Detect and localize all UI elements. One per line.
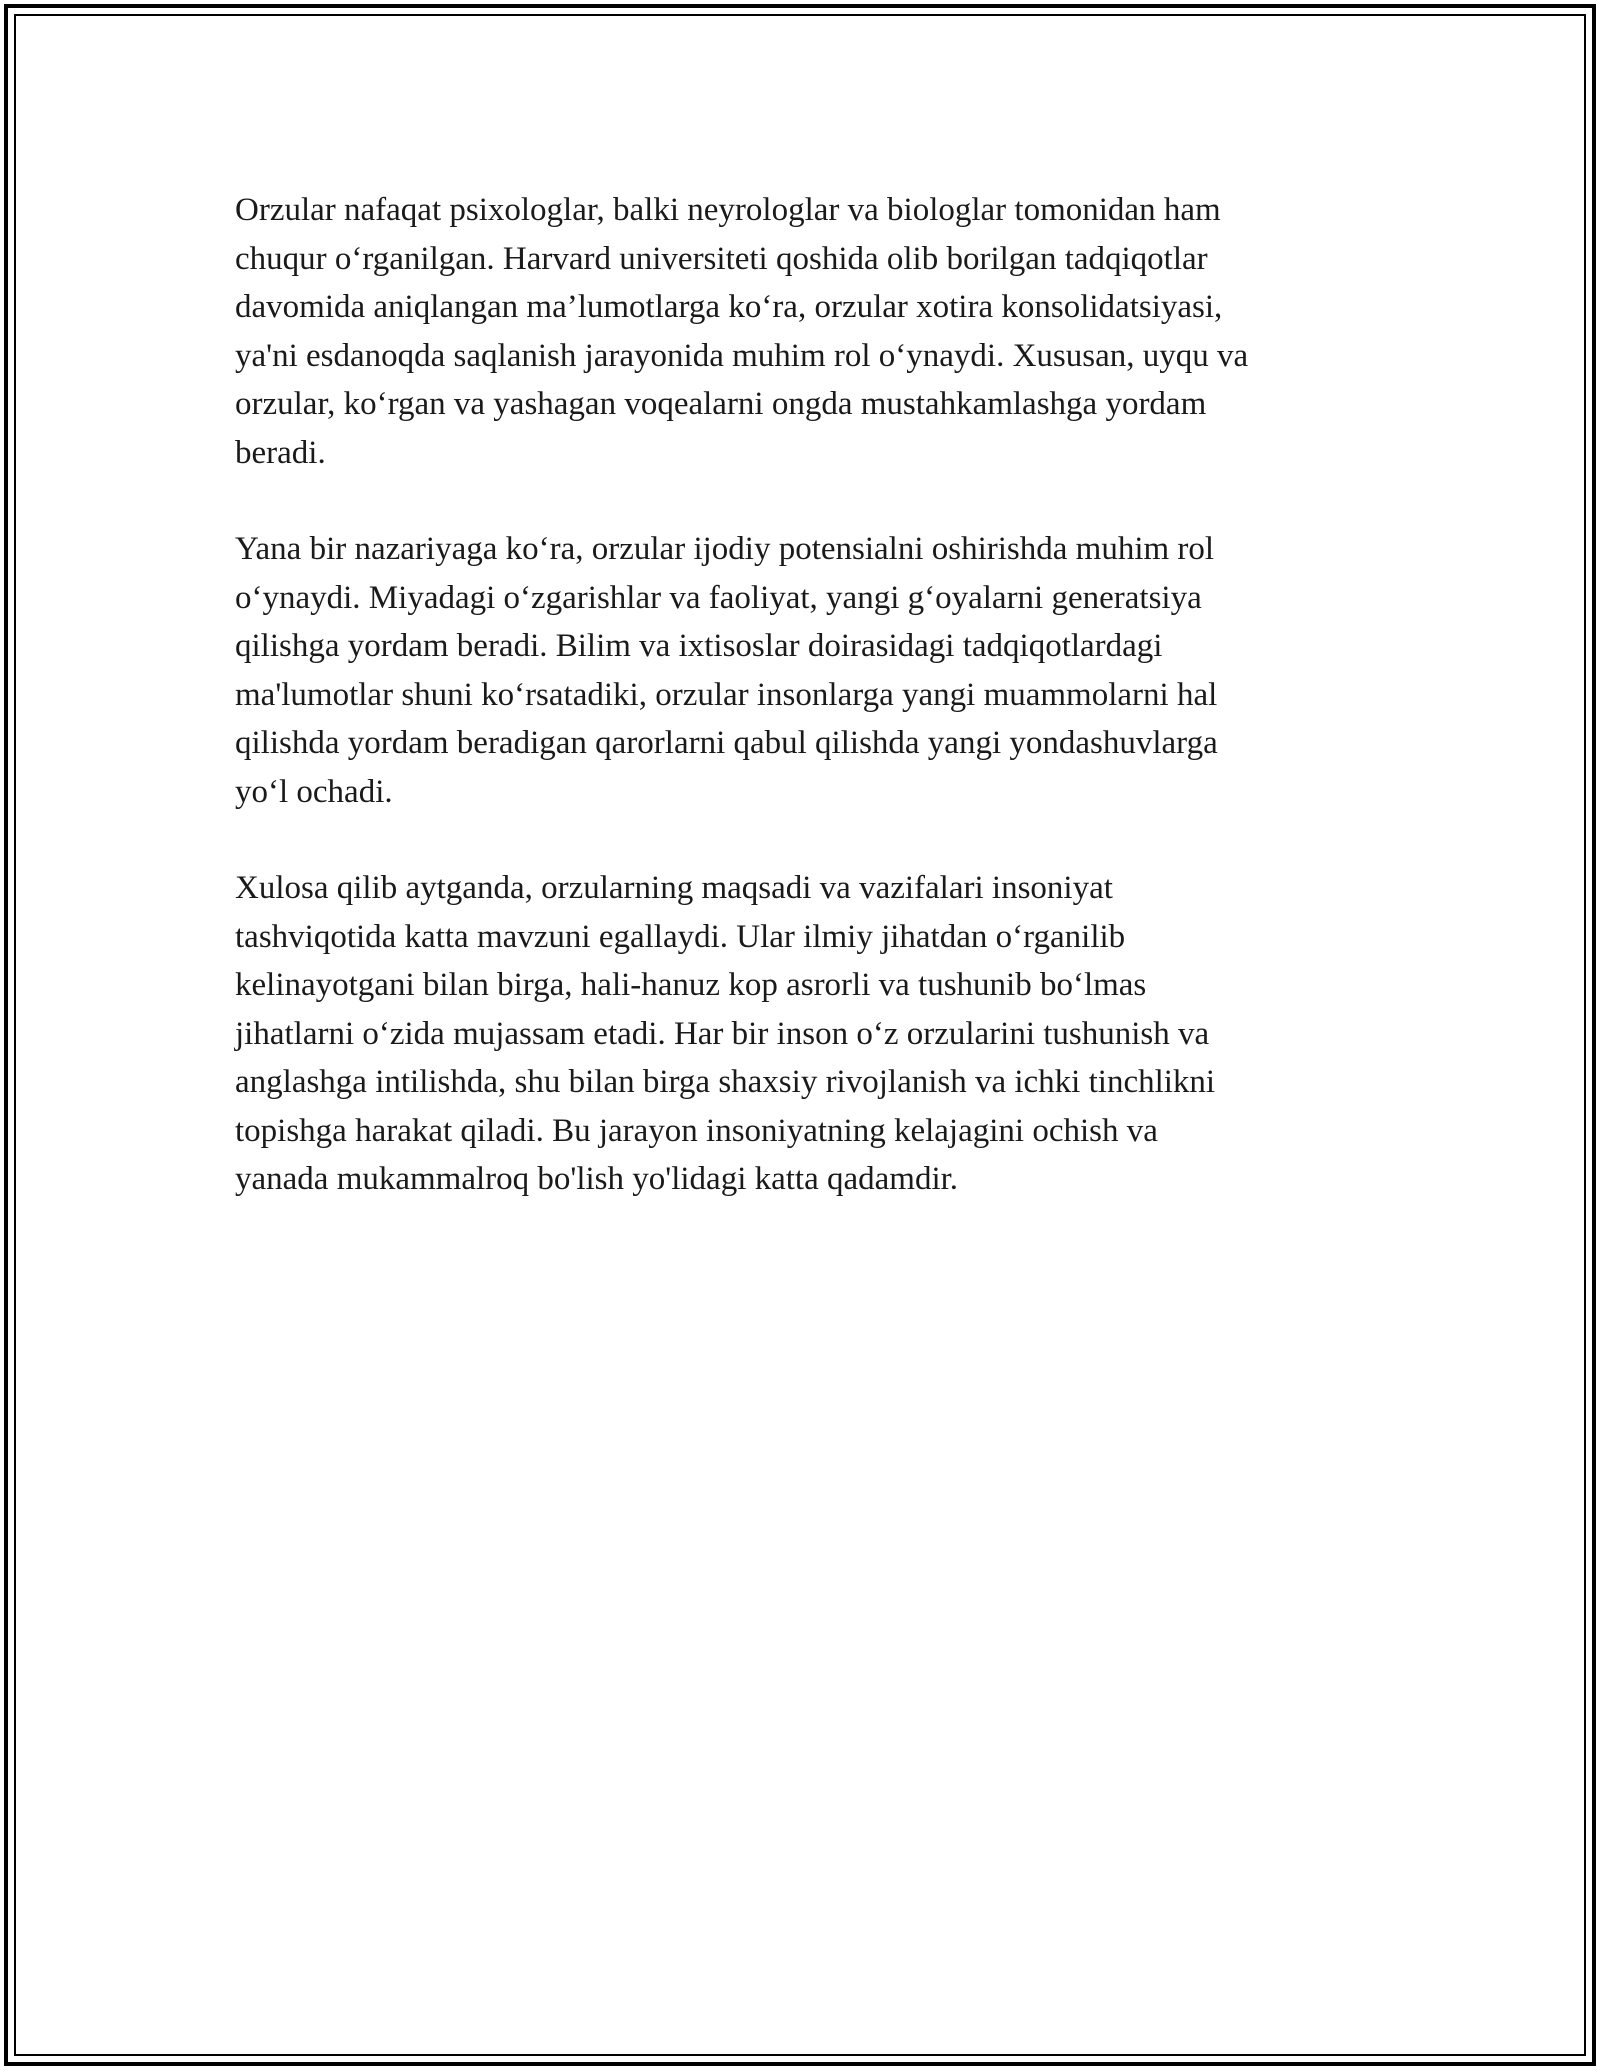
- paragraph-2: Yana bir nazariyaga ko‘ra, orzular ijodiy potensialni oshirishda muhim rol o‘ynaydi. Miyadagi o‘zgarishlar va faoliyat, yangi g‘oyalarni generatsiya qilishga yordam beradi. Bilim va ixtisoslar doirasidagi tadqiqotlardagi ma'lumotlar shuni ko‘rsatadiki, orzular insonlarga yangi muammolarni hal qilishda yordam beradigan qarorlarni qabul qilishda yangi yondashuvlarga yo‘l ochadi.: [235, 531, 1218, 810]
- document-body: [235, 186, 1375, 1252]
- paragraph-3: Xulosa qilib aytganda, orzularning maqsadi va vazifalari insoniyat tashviqotida katta mavzuni egallaydi. Ular ilmiy jihatdan o‘rganilib kelinayotgani bilan birga, hali-hanuz kop asrorli va tushunib bo‘lmas jihatlarni o‘zida mujassam etadi. Har bir inson o‘z orzularini tushunish va anglashga intilishda, shu bilan birga shaxsiy rivojlanish va ichki tinchlikni topishga harakat qiladi. Bu jarayon insoniyatning kelajagini ochish va yanada mukammalroq bo'lish yo'lidagi katta qadamdir.: [235, 870, 1216, 1197]
- paragraph-1: Orzular nafaqat psixologlar, balki neyrologlar va biologlar tomonidan ham chuqur o‘rganilgan. Harvard universiteti qoshida olib borilgan tadqiqotlar davomida aniqlangan ma’lumotlarga ko‘ra, orzular xotira konsolidatsiyasi, ya'ni esdanoqda saqlanish jarayonida muhim rol o‘ynaydi. Xususan, uyqu va orzular, ko‘rgan va yashagan voqealarni ongda mustahkamlashga yordam beradi.: [235, 192, 1249, 471]
